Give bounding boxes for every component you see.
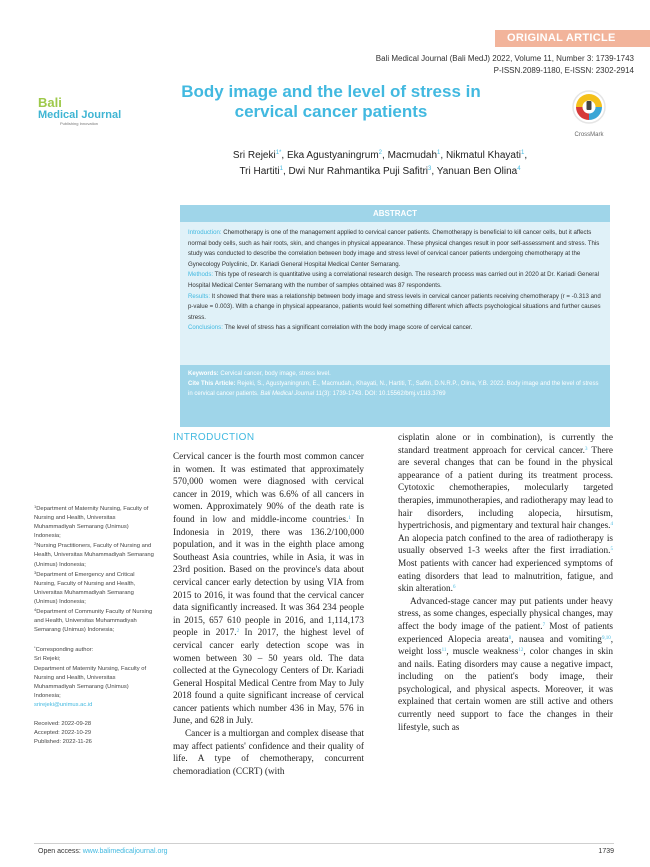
author-separator: , xyxy=(440,150,446,161)
cite-line xyxy=(188,379,602,399)
affiliation-item xyxy=(34,608,156,635)
citation-ref: 6 xyxy=(452,585,456,591)
author-affiliation-marker: 1* xyxy=(275,150,282,156)
paragraph-text: , muscle weakness xyxy=(446,647,519,658)
section-heading-introduction: INTRODUCTION xyxy=(173,432,255,443)
affiliation-item xyxy=(34,542,156,569)
column-right-text xyxy=(398,432,613,734)
paragraph-text: Cancer is a multiorgan and complex disease that may affect patients' confidence and their quality of life. A type of chemotherapy, concurrent chemoradiation (CCRT) (with xyxy=(173,729,364,777)
paragraph-text: In 2017, the highest level of cervical cancer early detection scope was in women between 30 – 50 years old. The data collected at the Gynecology Centers of Dr. Kariadi General Hospital Medical Centre from May to July 2018 found a quite significant increase of cervical cancer patients which number 436 in May, 576 in June, and 628 in July. xyxy=(173,628,364,727)
paragraph-text: , weight loss xyxy=(398,634,613,658)
body-paragraph xyxy=(173,728,364,778)
paragraph-text: Advanced-stage cancer may put patients under heavy stress, as some changes, especially physical changes, may affect the body image of the patient. xyxy=(398,596,613,632)
accepted-date: Accepted: 2022-10-29 xyxy=(34,730,92,737)
paragraph-text: In Indonesia in 2019, there was 136.2/100,000 population, and it was in the eighth place among Southeast Asia countries, while in Asia, it was in 23rd position. Based on the province's data about cervical cancer early detection by using VIA from 2015 to 2016, it was found that the cervical cancer data significantly increased. It was 364 234 people in 2015, 657 610 people in 2016, and 1,114,173 people in 2017. xyxy=(173,514,364,639)
cite-text: Rejeki, S., Agustyaningrum, E., Macmudah., Khayati, N., Hartiti, T., Safitri, D.N.R.P., Olina, Y.B. 2022. Body image and the level of stress in cervical cancer patients. xyxy=(188,381,599,397)
author-affiliation-marker: 1 xyxy=(279,166,283,172)
corresponding-email[interactable]: srirejeki@unimus.ac.id xyxy=(34,701,93,708)
crossmark-caption: CrossMark xyxy=(574,132,604,138)
citation-ref: 4 xyxy=(610,522,613,528)
keywords-text: Cervical cancer, body image, stress level. xyxy=(218,371,331,377)
author-name: Sri Rejeki xyxy=(232,150,276,161)
affiliation-list xyxy=(34,505,156,635)
author-list xyxy=(160,148,600,180)
crossmark-badge[interactable] xyxy=(566,88,612,138)
author-separator: , xyxy=(281,150,287,161)
author-affiliation-marker: 1 xyxy=(520,150,525,156)
published-date: Published: 2022-11-26 xyxy=(34,739,92,746)
abstract-footer xyxy=(180,365,610,427)
article-type-badge: ORIGINAL ARTICLE xyxy=(495,30,650,47)
paragraph-text: Most patients with cancer had experienced symptoms of eating disorders that lead to malnutrition, fatigue, and skin alteration. xyxy=(398,558,613,595)
citation-ref: 5 xyxy=(610,547,613,553)
abstract-section-text: The level of stress has a significant correlation with the body image score of cervical cancer. xyxy=(222,324,473,332)
open-access-label: Open access: xyxy=(38,848,83,855)
abstract-box xyxy=(180,205,610,427)
affiliation-number: 3 xyxy=(34,569,37,575)
author-affiliation-marker: 4 xyxy=(517,166,521,172)
affiliation-item xyxy=(34,505,156,541)
footer-divider xyxy=(34,843,614,844)
body-paragraph xyxy=(398,432,613,596)
crossmark-icon xyxy=(566,88,612,126)
corresponding-affiliation: Department of Maternity Nursing, Faculty of Nursing and Health, Universitas Muhammadiyah Semarang (Unimus) Indonesia; xyxy=(34,665,147,699)
affiliation-number: 1 xyxy=(34,504,37,509)
abstract-section-label: Methods: xyxy=(188,271,214,279)
affiliations-sidebar xyxy=(34,505,156,747)
affiliation-item xyxy=(34,571,156,607)
keywords-line xyxy=(188,369,602,379)
cite-journal: Bali Medical Journal xyxy=(260,391,315,397)
abstract-section-label: Introduction: xyxy=(188,229,222,236)
author-name: Nikmatul Khayati xyxy=(445,150,521,161)
affiliation-text: Nursing Practitioners, Faculty of Nursing and Health, Universitas Muhammadiyah Semarang (Unimus) Indonesia; xyxy=(34,543,154,568)
journal-url-link[interactable]: www.balimedicaljournal.org xyxy=(82,848,168,855)
journal-logo xyxy=(38,95,122,136)
paragraph-text: cisplatin alone or in combination), is currently the standard treatment approach for cervical cancer. xyxy=(398,433,613,456)
author-line-1 xyxy=(160,148,600,164)
keywords-label: Keywords: xyxy=(188,371,219,377)
body-paragraph xyxy=(398,596,613,735)
footer-open-access xyxy=(38,848,168,855)
corresponding-label: *Corresponding author: xyxy=(34,645,94,654)
abstract-body xyxy=(180,222,610,334)
citation-ref: 11 xyxy=(441,648,447,654)
article-title: Body image and the level of stress in cervical cancer patients xyxy=(181,82,481,121)
author-affiliation-marker: 1 xyxy=(437,150,441,156)
body-paragraph xyxy=(173,451,364,728)
author-name: Eka Agustyaningrum xyxy=(286,150,379,161)
body-column-right xyxy=(398,432,613,734)
affiliation-text: Department of Community Faculty of Nursing and Health, Universitas Muhammadiyah Semarang (Unimus) Indonesia; xyxy=(34,609,153,634)
logo-line2: Medical Journal xyxy=(38,109,122,121)
author-affiliation-marker: 2 xyxy=(378,150,382,156)
affiliation-text: Department of Emergency and Critical Nursing, Faculty of Nursing and Health, Universitas Muhammadiyah Semarang (Unimus) Indonesia; xyxy=(34,571,136,605)
received-date: Received: 2022-09-28 xyxy=(34,720,92,727)
abstract-section xyxy=(188,292,602,324)
abstract-section-text: Chemotherapy is one of the management applied to cervical cancer patients. Chemotherapy is beneficial to kill cancer cells, but it affects normal body cells, such as hair roots, skin, and changes in physical appearance. These physical changes result in poor self-assessment and stress. This study was conducted to describe the correlation between body image and stress level of cervical cancer patients undergoing chemotherapy at the Gynecology Polyclinic, Dr. Kariadi General Hospital Medical Center Semarang. xyxy=(188,229,600,268)
logo-tagline: Publishing Innovation xyxy=(60,121,99,126)
author-separator: , xyxy=(382,150,388,161)
cite-tail: 11(3): 1739-1743. DOI: 10.15562/bmj.v11i3.3769 xyxy=(314,391,446,397)
journal-citation-line: Bali Medical Journal (Bali MedJ) 2022, Volume 11, Number 3: 1739-1743 xyxy=(375,54,634,63)
body-column-left xyxy=(173,432,364,778)
paragraph-text: Most of patients experienced Alopecia areata xyxy=(398,621,613,645)
author-name: Yanuan Ben Olina xyxy=(436,166,518,177)
author-separator: , xyxy=(524,150,528,161)
logo-line1: Bali xyxy=(38,95,62,110)
abstract-section-label: Conclusions: xyxy=(188,324,223,332)
abstract-section xyxy=(188,270,602,291)
citation-ref: 7 xyxy=(542,622,546,628)
corresponding-name: Sri Rejeki; xyxy=(34,656,61,663)
author-separator: , xyxy=(282,166,289,177)
author-name: Macmudah xyxy=(387,150,438,161)
paragraph-text: There are several changes that can be found in the physical appearance of a patient during its treatment process. Cytotoxic chemotherapies, molecularly targeted therapies, immunotherapies, and radiotherapy may lead to hair disorders, including alopecia, hirsutism, hypertrichosis, and pigmentary and textural hair changes. xyxy=(398,445,613,532)
affiliation-number: 2 xyxy=(34,541,37,547)
issn-line: P-ISSN.2089-1180, E-ISSN: 2302-2914 xyxy=(493,66,634,75)
affiliation-text: Department of Maternity Nursing, Faculty of Nursing and Health, Universitas Muhammadiyah Semarang (Unimus) Indonesia; xyxy=(34,506,149,540)
author-line-2 xyxy=(160,164,600,180)
paragraph-text: , color changes in skin and nails. Eating disorders may cause a negative impact, including on the patient's body image, their psychological, and physical aspects. Moreover, it was explained that certain women are still active and others currently need support to face the changes in their lifestyle, such as xyxy=(398,647,613,733)
citation-ref: 1 xyxy=(348,515,351,521)
citation-ref: 12 xyxy=(518,648,524,654)
citation-ref: 9,10 xyxy=(601,635,611,641)
page-number: 1739 xyxy=(598,848,614,855)
paragraph-text: Cervical cancer is the fourth most common cancer in women. It was estimated that approximately 570,000 women were diagnosed with cervical cancer in 2019, which was 6.6% of all cancers in women. Approximately 90% of the death rate is found in low and middle-income countries. xyxy=(173,452,364,525)
abstract-section-text: It showed that there was a relationship between body image and stress levels in cervical cancer patients receiving chemotherapy (r = -0.313 and p-value = 0.003). With a change in physical appearance, patients would feel something different which affects psychological situations and further causes stress. xyxy=(188,292,601,321)
abstract-section xyxy=(188,228,602,270)
abstract-section xyxy=(188,323,602,334)
author-separator: , xyxy=(431,166,437,177)
abstract-section-text: This type of research is quantitative using a correlational research design. The research process was carried out in 2020 at Dr. Kariadi General Hospital Medical Center Semarang with the number of samples obtained was 87 respondents. xyxy=(188,271,599,289)
paragraph-text: , nausea and vomiting xyxy=(511,634,602,645)
column-left-text xyxy=(173,451,364,778)
author-affiliation-marker: 3 xyxy=(428,166,432,172)
citation-ref: 2 xyxy=(236,629,240,635)
abstract-section-label: Results: xyxy=(188,292,211,300)
cite-label: Cite This Article: xyxy=(188,381,236,387)
abstract-heading: ABSTRACT xyxy=(180,205,610,222)
author-name: Tri Hartiti xyxy=(239,166,280,177)
citation-ref: 8 xyxy=(508,635,512,641)
paragraph-text: An alopecia patch confined to the area of radiotherapy is usually observed 1-3 weeks after the first irradiation. xyxy=(398,533,613,557)
affiliation-number: 4 xyxy=(34,607,37,613)
author-name: Dwi Nur Rahmantika Puji Safitri xyxy=(288,166,429,177)
citation-ref: 3 xyxy=(584,446,588,452)
